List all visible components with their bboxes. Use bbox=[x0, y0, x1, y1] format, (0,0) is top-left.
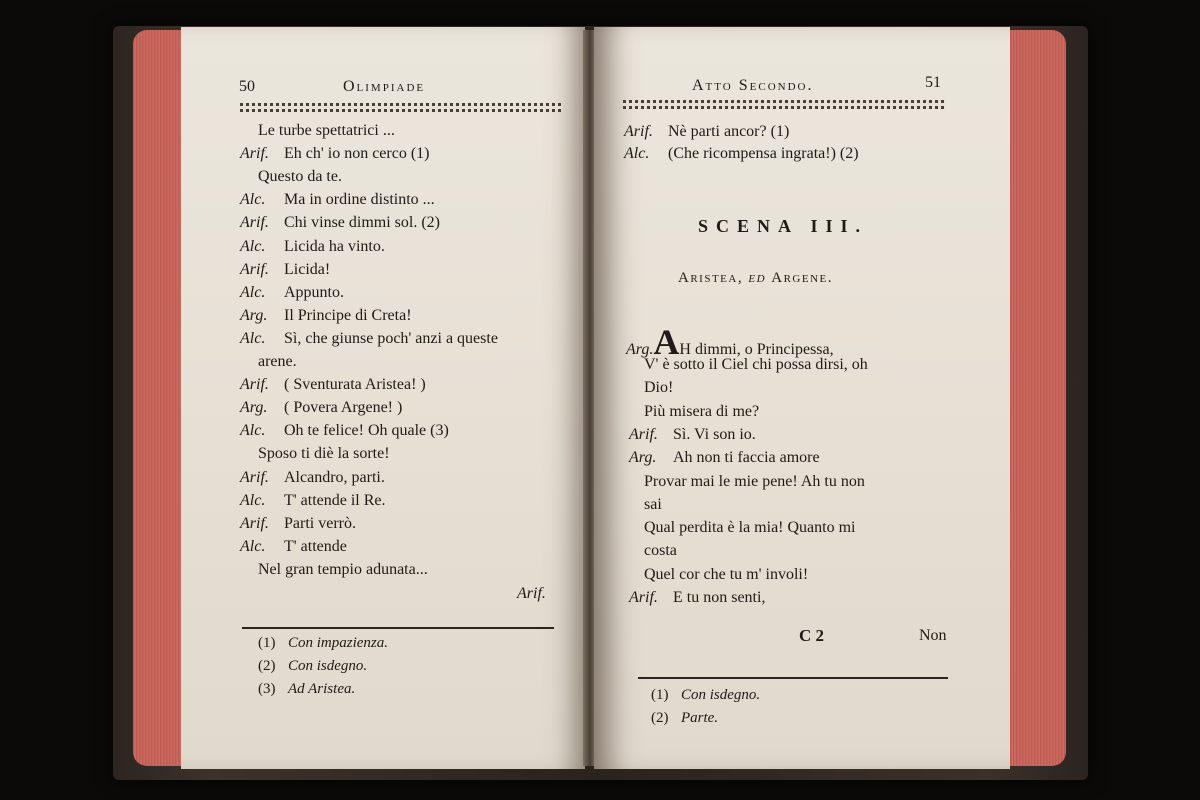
footnote-text: Parte. bbox=[681, 710, 719, 726]
text-line bbox=[258, 122, 395, 140]
text-line bbox=[644, 519, 855, 537]
line-text: sai bbox=[644, 495, 662, 513]
speaker: Arif. bbox=[240, 260, 269, 278]
line-text: Eh ch' io non cerco (1) bbox=[284, 145, 430, 163]
text-line bbox=[644, 542, 677, 560]
scene-title: SCENA III. bbox=[698, 216, 869, 236]
text-line bbox=[240, 238, 385, 256]
ornament-band bbox=[623, 100, 945, 109]
speaker: Alc. bbox=[240, 237, 266, 255]
text-line bbox=[240, 214, 440, 232]
text-line bbox=[629, 589, 765, 607]
line-text: ( Povera Argene! ) bbox=[284, 399, 403, 417]
running-head: Atto Secondo. bbox=[692, 77, 814, 94]
speaker: Alc. bbox=[240, 537, 266, 555]
text-line bbox=[644, 356, 868, 374]
line-text: T' attende bbox=[284, 537, 347, 555]
speaker: Arif. bbox=[240, 145, 269, 163]
speaker: Arg. bbox=[240, 306, 268, 324]
line-text: Sì, che giunse poch' anzi a queste bbox=[284, 329, 498, 347]
line-text: Dio! bbox=[644, 379, 674, 397]
scene-characters bbox=[678, 269, 833, 287]
catchword: Non bbox=[919, 627, 947, 644]
line-text: Licida! bbox=[284, 260, 331, 278]
text-line bbox=[240, 376, 426, 394]
line-text: T' attende il Re. bbox=[284, 491, 386, 509]
line-text: Quel cor che tu m' involi! bbox=[644, 565, 809, 583]
footnote-text: Con isdegno. bbox=[681, 687, 761, 703]
footnote bbox=[258, 635, 388, 652]
ornament-band bbox=[240, 103, 562, 112]
speaker: Arg. bbox=[629, 449, 657, 467]
line-text: Oh te felice! Oh quale (3) bbox=[284, 422, 449, 440]
drop-cap: A bbox=[653, 322, 680, 362]
text-line bbox=[240, 191, 435, 209]
text-line bbox=[240, 145, 430, 163]
speaker: Alc. bbox=[240, 329, 266, 347]
text-line bbox=[258, 445, 390, 463]
character-second: Argene. bbox=[771, 270, 834, 286]
text-line bbox=[258, 168, 342, 186]
line-text: Più misera di me? bbox=[644, 402, 760, 420]
line-text: Questo da te. bbox=[258, 168, 342, 186]
footnote bbox=[258, 681, 355, 698]
right-page bbox=[594, 27, 1010, 769]
footnote-rule bbox=[242, 627, 554, 629]
text-line bbox=[240, 422, 449, 440]
text-line bbox=[240, 399, 402, 417]
line-text: ( Sventurata Aristea! ) bbox=[284, 376, 426, 394]
line-text: Parti verrò. bbox=[284, 514, 356, 532]
line-text: (Che ricompensa ingrata!) (2) bbox=[668, 145, 859, 162]
right-page-edges bbox=[1010, 30, 1066, 766]
text-line bbox=[629, 426, 756, 444]
speaker: Alc. bbox=[240, 191, 266, 209]
footnote-mark: (2) bbox=[651, 710, 669, 726]
text-line bbox=[240, 538, 347, 556]
footnote bbox=[258, 658, 367, 675]
running-head: Olimpiade bbox=[343, 78, 426, 95]
footnote-text: Con impazienza. bbox=[288, 635, 389, 651]
text-line bbox=[240, 261, 330, 279]
footnote-mark: (2) bbox=[258, 658, 276, 674]
footnote-mark: (1) bbox=[651, 687, 669, 703]
speaker: Arif. bbox=[629, 425, 658, 443]
line-text: arene. bbox=[258, 353, 297, 370]
text-line bbox=[240, 469, 385, 487]
line-text: Ma in ordine distinto ... bbox=[284, 191, 435, 209]
text-line bbox=[629, 449, 820, 467]
footnote-text: Con isdegno. bbox=[288, 658, 368, 674]
line-text: Ah non ti faccia amore bbox=[673, 449, 820, 467]
footnote bbox=[651, 710, 718, 727]
speaker: Arg. bbox=[626, 341, 654, 358]
text-line bbox=[240, 284, 344, 302]
line-text: Alcandro, parti. bbox=[284, 468, 385, 486]
text-line bbox=[624, 123, 789, 141]
line-text: Nel gran tempio adunata... bbox=[258, 560, 428, 578]
speaker: Arif. bbox=[240, 468, 269, 486]
text-line bbox=[240, 492, 386, 510]
line-text: Le turbe spettatrici ... bbox=[258, 122, 395, 139]
first-speech-line bbox=[626, 322, 834, 362]
text-line bbox=[644, 566, 808, 584]
line-text: costa bbox=[644, 542, 677, 560]
speaker: Arif. bbox=[624, 123, 653, 140]
line-text: Il Principe di Creta! bbox=[284, 306, 412, 324]
catchword: Arif. bbox=[517, 585, 546, 602]
page-number: 50 bbox=[239, 78, 255, 95]
speaker: Arg. bbox=[240, 399, 268, 417]
text-line bbox=[644, 473, 865, 491]
footnote-mark: (3) bbox=[258, 681, 276, 697]
text-line bbox=[240, 307, 412, 325]
line-text: E tu non senti, bbox=[673, 589, 766, 606]
speaker: Arif. bbox=[629, 589, 658, 606]
speaker: Arif. bbox=[240, 514, 269, 532]
text-line bbox=[240, 515, 356, 533]
signature-mark: C 2 bbox=[799, 626, 825, 645]
left-page bbox=[181, 27, 585, 769]
speaker: Alc. bbox=[240, 283, 266, 301]
text-line bbox=[644, 379, 673, 397]
line-text: Nè parti ancor? (1) bbox=[668, 123, 790, 140]
line-text: Licida ha vinto. bbox=[284, 237, 385, 255]
line-text: V' è sotto il Ciel chi possa dirsi, oh bbox=[644, 356, 868, 373]
footnote-rule bbox=[638, 677, 948, 679]
page-number: 51 bbox=[925, 74, 941, 91]
speaker: Arif. bbox=[240, 214, 269, 232]
line-text: Qual perdita è la mia! Quanto mi bbox=[644, 519, 856, 537]
left-page-edges bbox=[133, 30, 185, 766]
speaker: Alc. bbox=[240, 491, 266, 509]
speaker: Arif. bbox=[240, 376, 269, 394]
line-text: Chi vinse dimmi sol. (2) bbox=[284, 214, 440, 232]
characters-connector: , ed bbox=[737, 270, 772, 286]
footnote-mark: (1) bbox=[258, 635, 276, 651]
speaker: Alc. bbox=[240, 422, 266, 440]
character-main: Aristea bbox=[678, 270, 738, 286]
line-text: Sposo ti diè la sorte! bbox=[258, 445, 390, 463]
text-line bbox=[240, 330, 498, 348]
footnote bbox=[651, 687, 760, 704]
text-line bbox=[644, 496, 662, 514]
line-text: Appunto. bbox=[284, 283, 344, 301]
text-line bbox=[624, 145, 859, 163]
line-text: Sì. Vi son io. bbox=[673, 425, 756, 443]
line-text: Provar mai le mie pene! Ah tu non bbox=[644, 472, 865, 490]
speaker: Alc. bbox=[624, 145, 650, 162]
line-text: H dimmi, o Principessa, bbox=[679, 341, 834, 358]
text-line bbox=[644, 403, 759, 421]
footnote-text: Ad Aristea. bbox=[288, 681, 356, 697]
text-line bbox=[258, 353, 297, 371]
text-line bbox=[258, 561, 428, 579]
